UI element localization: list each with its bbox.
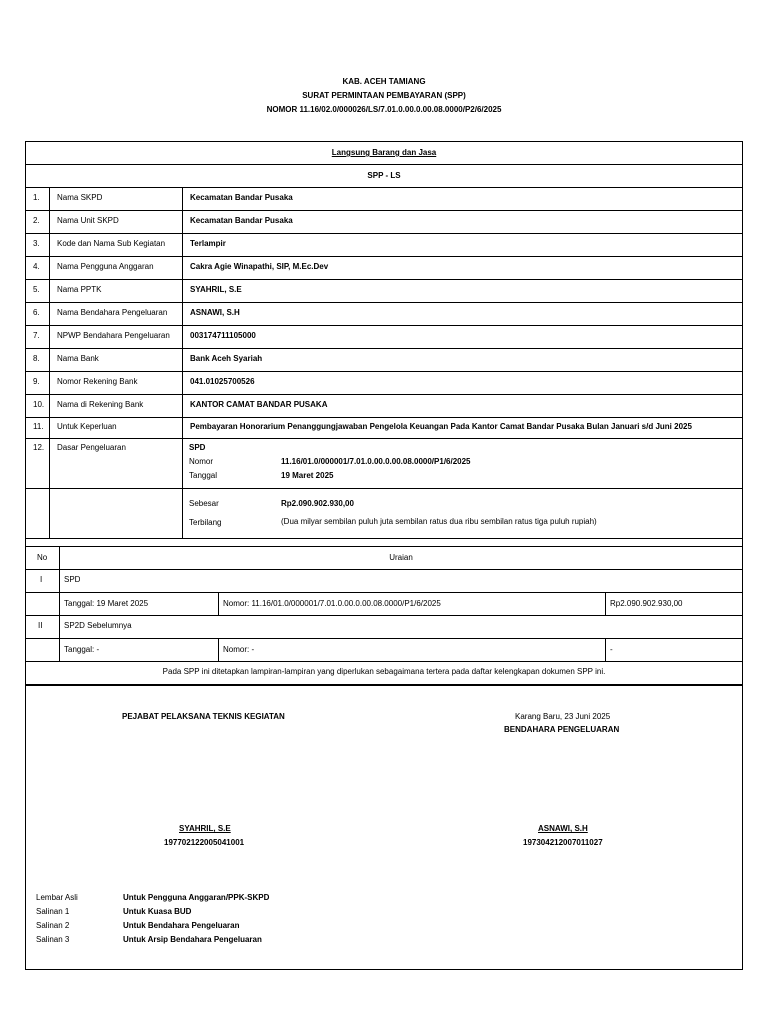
row-value: ASNAWI, S.H <box>182 303 742 325</box>
section2-nomor: Nomor: - <box>218 639 605 661</box>
row-number: 6. <box>33 308 40 317</box>
section2-row <box>26 616 742 639</box>
row-number: 4. <box>33 262 40 271</box>
col-uraian-header: Uraian <box>59 547 742 569</box>
row-label: Untuk Keperluan <box>49 418 182 438</box>
distribution-value: Untuk Pengguna Anggaran/PPK-SKPD <box>123 893 270 902</box>
section1-tanggal: Tanggal: 19 Maret 2025 <box>59 593 218 615</box>
form-row <box>26 280 742 303</box>
row-value: Bank Aceh Syariah <box>182 349 742 371</box>
row-label: Nama Bank <box>49 349 182 371</box>
row-value: 003174711105000 <box>182 326 742 348</box>
note-row <box>26 662 742 686</box>
row-number: 11. <box>33 422 44 431</box>
signature-place-date: Karang Baru, 23 Juni 2025 <box>515 712 611 721</box>
signer-right-name: ASNAWI, S.H <box>538 824 588 833</box>
tanggal-value: 19 Maret 2025 <box>281 471 334 480</box>
row-label: Kode dan Nama Sub Kegiatan <box>49 234 182 256</box>
row-label: Dasar Pengeluaran <box>49 439 182 488</box>
category-label: Langsung Barang dan Jasa <box>331 148 437 157</box>
row-label: Nama PPTK <box>49 280 182 302</box>
form-row <box>26 349 742 372</box>
signer-left-name: SYAHRIL, S.E <box>179 824 231 833</box>
sebesar-value: Rp2.090.902.930,00 <box>281 499 354 508</box>
section1-amount: Rp2.090.902.930,00 <box>605 593 742 615</box>
form-row <box>26 257 742 280</box>
tanggal-label: Tanggal <box>189 471 218 480</box>
distribution-value: Untuk Arsip Bendahara Pengeluaran <box>123 935 262 944</box>
row-value: Kecamatan Bandar Pusaka <box>182 211 742 233</box>
form-row <box>26 188 742 211</box>
type-row <box>26 165 742 188</box>
row-number: 8. <box>33 354 40 363</box>
distribution-label: Salinan 1 <box>36 907 70 916</box>
amount-row <box>26 489 742 539</box>
row-number: 9. <box>33 377 40 386</box>
terbilang-value: (Dua milyar sembilan puluh juta sembilan ratus dua ribu sembilan ratus tiga puluh rupiah) <box>281 517 597 526</box>
section2-title: SP2D Sebelumnya <box>59 616 742 638</box>
row-number: 5. <box>33 285 40 294</box>
details-header-row <box>26 547 742 570</box>
row-number: 10. <box>33 400 45 409</box>
form-row <box>26 372 742 395</box>
category-row <box>26 142 742 165</box>
signer-right-title: BENDAHARA PENGELUARAN <box>504 725 620 734</box>
form-row <box>26 303 742 326</box>
form-row <box>26 211 742 234</box>
signer-left-title: PEJABAT PELAKSANA TEKNIS KEGIATAN <box>122 712 285 721</box>
sebesar-label: Sebesar <box>189 499 219 508</box>
distribution-value: Untuk Bendahara Pengeluaran <box>123 921 240 930</box>
header-title: SURAT PERMINTAAN PEMBAYARAN (SPP) <box>302 91 466 100</box>
type-label: SPP - LS <box>367 171 401 180</box>
form-row <box>26 234 742 257</box>
row-label: Nama Pengguna Anggaran <box>49 257 182 279</box>
row-value: Kecamatan Bandar Pusaka <box>182 188 742 210</box>
row-number: 2. <box>33 216 40 225</box>
row-label: Nomor Rekening Bank <box>49 372 182 394</box>
form-row <box>26 418 742 439</box>
section2-detail-row <box>26 639 742 662</box>
distribution-label: Salinan 3 <box>36 935 70 944</box>
row-value: KANTOR CAMAT BANDAR PUSAKA <box>182 395 742 417</box>
signer-left-nip: 197702122005041001 <box>164 838 245 847</box>
form-row <box>26 326 742 349</box>
row-value: 041.01025700526 <box>182 372 742 394</box>
nomor-label: Nomor <box>189 457 214 466</box>
section1-title: SPD <box>59 570 742 592</box>
row-label: Nama di Rekening Bank <box>49 395 182 417</box>
header-number: NOMOR 11.16/02.0/000026/LS/7.01.0.00.0.00.08.0000/P2/6/2025 <box>266 105 502 114</box>
terbilang-label: Terbilang <box>189 518 222 527</box>
row-label: Nama Unit SKPD <box>49 211 182 233</box>
distribution-label: Salinan 2 <box>36 921 70 930</box>
attachment-note: Pada SPP ini ditetapkan lampiran-lampiran yang diperlukan sebagaimana tertera pada daftar kelengkapan dokumen SPP ini. <box>162 667 606 676</box>
spp-form-frame <box>25 141 743 970</box>
section1-row <box>26 570 742 593</box>
row-label: Nama SKPD <box>49 188 182 210</box>
col-no-header: No <box>37 553 48 562</box>
basis-row <box>26 439 742 489</box>
section2-tanggal: Tanggal: - <box>59 639 218 661</box>
row-label: NPWP Bendahara Pengeluaran <box>49 326 182 348</box>
spd-label: SPD <box>189 443 206 452</box>
row-number: 1. <box>33 193 40 202</box>
row-value: Cakra Agie Winapathi, SIP, M.Ec.Dev <box>182 257 742 279</box>
distribution-label: Lembar Asli <box>36 893 78 902</box>
header-regency: KAB. ACEH TAMIANG <box>342 77 426 86</box>
form-row <box>26 395 742 418</box>
section1-no: I <box>40 575 43 584</box>
row-number: 7. <box>33 331 40 340</box>
nomor-value: 11.16/01.0/000001/7.01.0.00.0.00.08.0000/P1/6/2025 <box>281 457 471 466</box>
row-number: 3. <box>33 239 40 248</box>
section1-detail-row <box>26 593 742 616</box>
section2-no: II <box>38 621 43 630</box>
row-value: SYAHRIL, S.E <box>182 280 742 302</box>
row-value: Terlampir <box>182 234 742 256</box>
row-value: Pembayaran Honorarium Penanggungjawaban Pengelola Keuangan Pada Kantor Camat Bandar Pusaka Bulan Januari s/d Juni 2025 <box>182 418 742 438</box>
distribution-value: Untuk Kuasa BUD <box>123 907 192 916</box>
section2-amount: - <box>605 639 742 661</box>
signer-right-nip: 197304212007011027 <box>523 838 603 847</box>
section1-nomor: Nomor: 11.16/01.0/000001/7.01.0.00.0.00.08.0000/P1/6/2025 <box>218 593 605 615</box>
row-label: Nama Bendahara Pengeluaran <box>49 303 182 325</box>
row-number: 12. <box>33 443 45 452</box>
spacer-row <box>26 539 742 547</box>
